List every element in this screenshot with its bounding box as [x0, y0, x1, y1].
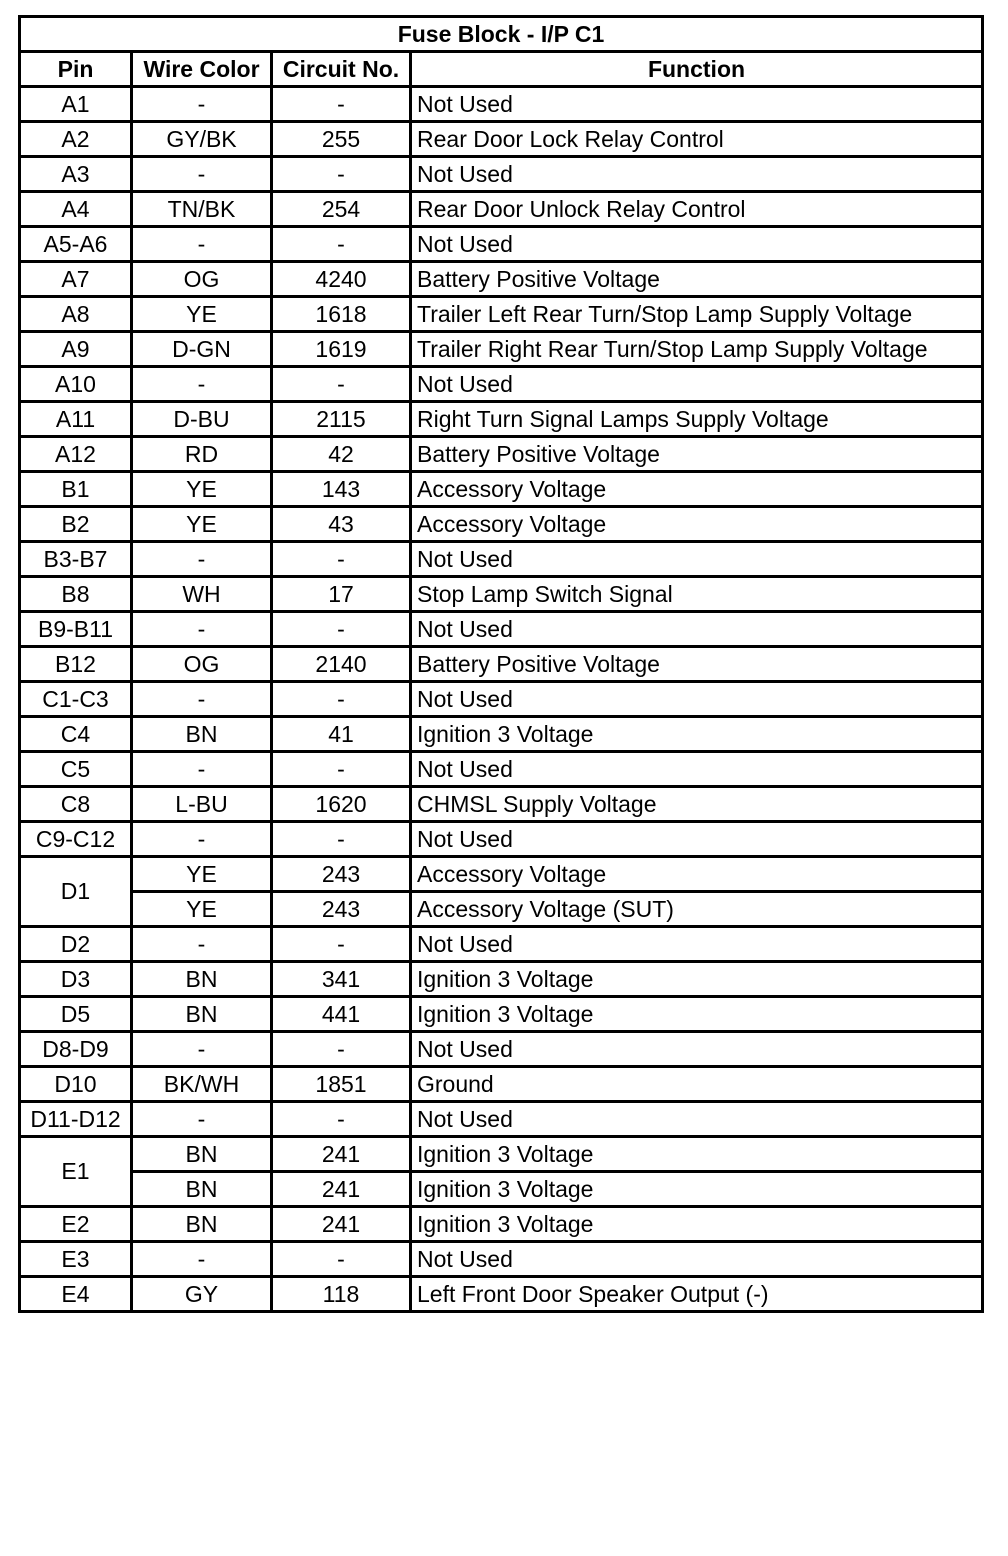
circuit-number-cell: -	[272, 157, 411, 192]
wire-color-cell: RD	[132, 437, 272, 472]
function-cell: Not Used	[411, 227, 983, 262]
circuit-number-cell: 143	[272, 472, 411, 507]
function-cell: Left Front Door Speaker Output (-)	[411, 1277, 983, 1312]
circuit-number-cell: 1618	[272, 297, 411, 332]
pin-cell: A12	[20, 437, 132, 472]
function-cell: Trailer Left Rear Turn/Stop Lamp Supply Voltage	[411, 297, 983, 332]
circuit-number-cell: -	[272, 927, 411, 962]
pin-cell: E3	[20, 1242, 132, 1277]
pin-cell: B1	[20, 472, 132, 507]
table-row	[20, 892, 983, 927]
wire-color-cell: -	[132, 927, 272, 962]
function-cell: Not Used	[411, 87, 983, 122]
wire-color-cell: BN	[132, 1207, 272, 1242]
wire-color-cell: YE	[132, 297, 272, 332]
wire-color-cell: GY	[132, 1277, 272, 1312]
pin-cell: D8-D9	[20, 1032, 132, 1067]
wire-color-cell: -	[132, 752, 272, 787]
table-row	[20, 717, 983, 752]
circuit-number-cell: 254	[272, 192, 411, 227]
pin-cell: A1	[20, 87, 132, 122]
table-row	[20, 787, 983, 822]
pin-cell: C8	[20, 787, 132, 822]
function-cell: Not Used	[411, 1032, 983, 1067]
table-row	[20, 997, 983, 1032]
function-cell: Battery Positive Voltage	[411, 437, 983, 472]
pin-cell: E1	[20, 1137, 132, 1207]
function-cell: Ignition 3 Voltage	[411, 1137, 983, 1172]
circuit-number-cell: -	[272, 1102, 411, 1137]
function-cell: Ignition 3 Voltage	[411, 997, 983, 1032]
pin-cell: D1	[20, 857, 132, 927]
wire-color-cell: BN	[132, 962, 272, 997]
table-row	[20, 1277, 983, 1312]
table-row	[20, 752, 983, 787]
circuit-number-cell: 241	[272, 1137, 411, 1172]
pin-cell: A8	[20, 297, 132, 332]
function-cell: Trailer Right Rear Turn/Stop Lamp Supply Voltage	[411, 332, 983, 367]
wire-color-cell: YE	[132, 857, 272, 892]
wire-color-cell: -	[132, 612, 272, 647]
function-cell: Battery Positive Voltage	[411, 647, 983, 682]
wire-color-cell: -	[132, 1032, 272, 1067]
table-row	[20, 1067, 983, 1102]
wire-color-cell: YE	[132, 507, 272, 542]
pin-cell: B9-B11	[20, 612, 132, 647]
circuit-number-cell: -	[272, 752, 411, 787]
function-cell: Not Used	[411, 682, 983, 717]
function-cell: Ignition 3 Voltage	[411, 1207, 983, 1242]
wire-color-cell: YE	[132, 472, 272, 507]
wire-color-cell: D-GN	[132, 332, 272, 367]
pin-cell: D3	[20, 962, 132, 997]
table-row	[20, 402, 983, 437]
circuit-number-cell: -	[272, 612, 411, 647]
table-row	[20, 87, 983, 122]
function-cell: Ground	[411, 1067, 983, 1102]
pin-cell: C9-C12	[20, 822, 132, 857]
table-row	[20, 857, 983, 892]
circuit-number-cell: 1619	[272, 332, 411, 367]
wire-color-cell: OG	[132, 262, 272, 297]
pin-cell: B8	[20, 577, 132, 612]
function-cell: Rear Door Lock Relay Control	[411, 122, 983, 157]
circuit-number-cell: 43	[272, 507, 411, 542]
pin-cell: C5	[20, 752, 132, 787]
circuit-number-cell: 4240	[272, 262, 411, 297]
table-row	[20, 227, 983, 262]
table-row	[20, 1242, 983, 1277]
pin-cell: A3	[20, 157, 132, 192]
circuit-number-cell: -	[272, 87, 411, 122]
function-cell: Accessory Voltage (SUT)	[411, 892, 983, 927]
pin-cell: B2	[20, 507, 132, 542]
circuit-number-cell: 241	[272, 1172, 411, 1207]
table-row	[20, 542, 983, 577]
wire-color-cell: -	[132, 682, 272, 717]
function-cell: CHMSL Supply Voltage	[411, 787, 983, 822]
wire-color-cell: BN	[132, 717, 272, 752]
table-body	[20, 87, 983, 1312]
function-column-header: Function	[411, 52, 983, 87]
wire-color-cell: -	[132, 87, 272, 122]
table-title: Fuse Block - I/P C1	[20, 17, 983, 52]
wire-color-cell: BN	[132, 997, 272, 1032]
wire-color-cell: -	[132, 542, 272, 577]
table-row	[20, 682, 983, 717]
pin-cell: E2	[20, 1207, 132, 1242]
wire-color-cell: -	[132, 227, 272, 262]
table-row	[20, 1137, 983, 1172]
circuit-number-cell: 243	[272, 857, 411, 892]
wire-color-cell: BK/WH	[132, 1067, 272, 1102]
table-row	[20, 927, 983, 962]
table-row	[20, 1172, 983, 1207]
pin-cell: A9	[20, 332, 132, 367]
pin-cell: A7	[20, 262, 132, 297]
table-row	[20, 1207, 983, 1242]
pin-cell: A11	[20, 402, 132, 437]
table-row	[20, 332, 983, 367]
circuit-number-cell: -	[272, 1032, 411, 1067]
wire-color-cell: TN/BK	[132, 192, 272, 227]
table-row	[20, 192, 983, 227]
function-cell: Accessory Voltage	[411, 857, 983, 892]
wire-color-cell: -	[132, 157, 272, 192]
wire-color-cell: WH	[132, 577, 272, 612]
function-cell: Not Used	[411, 157, 983, 192]
function-cell: Not Used	[411, 752, 983, 787]
table-row	[20, 1032, 983, 1067]
table-row	[20, 262, 983, 297]
function-cell: Not Used	[411, 1102, 983, 1137]
function-cell: Not Used	[411, 542, 983, 577]
pin-column-header: Pin	[20, 52, 132, 87]
function-cell: Rear Door Unlock Relay Control	[411, 192, 983, 227]
wire-color-cell: GY/BK	[132, 122, 272, 157]
pin-cell: A2	[20, 122, 132, 157]
circuit-number-cell: -	[272, 682, 411, 717]
pin-cell: C1-C3	[20, 682, 132, 717]
function-cell: Not Used	[411, 822, 983, 857]
function-cell: Not Used	[411, 1242, 983, 1277]
circuit-number-cell: -	[272, 822, 411, 857]
circuit-number-cell: -	[272, 542, 411, 577]
wire-color-cell: YE	[132, 892, 272, 927]
fuse-block-table	[18, 15, 984, 1313]
function-cell: Ignition 3 Voltage	[411, 962, 983, 997]
table-row	[20, 962, 983, 997]
pin-cell: A10	[20, 367, 132, 402]
wire-color-cell: BN	[132, 1137, 272, 1172]
function-cell: Accessory Voltage	[411, 507, 983, 542]
pin-cell: E4	[20, 1277, 132, 1312]
function-cell: Not Used	[411, 612, 983, 647]
circuit-number-cell: 1620	[272, 787, 411, 822]
wire-color-cell: OG	[132, 647, 272, 682]
header-row	[20, 52, 983, 87]
circuit-number-cell: 17	[272, 577, 411, 612]
table-row	[20, 647, 983, 682]
pin-cell: C4	[20, 717, 132, 752]
function-cell: Not Used	[411, 367, 983, 402]
function-cell: Not Used	[411, 927, 983, 962]
function-cell: Accessory Voltage	[411, 472, 983, 507]
wire-color-cell: -	[132, 1242, 272, 1277]
circuit-column-header: Circuit No.	[272, 52, 411, 87]
pin-cell: B12	[20, 647, 132, 682]
pin-cell: D2	[20, 927, 132, 962]
circuit-number-cell: 243	[272, 892, 411, 927]
function-cell: Battery Positive Voltage	[411, 262, 983, 297]
table-row	[20, 122, 983, 157]
function-cell: Stop Lamp Switch Signal	[411, 577, 983, 612]
circuit-number-cell: 241	[272, 1207, 411, 1242]
wire-color-cell: -	[132, 1102, 272, 1137]
circuit-number-cell: 2140	[272, 647, 411, 682]
function-cell: Ignition 3 Voltage	[411, 717, 983, 752]
pin-cell: D11-D12	[20, 1102, 132, 1137]
circuit-number-cell: 1851	[272, 1067, 411, 1102]
table-row	[20, 822, 983, 857]
circuit-number-cell: 2115	[272, 402, 411, 437]
circuit-number-cell: 42	[272, 437, 411, 472]
function-cell: Ignition 3 Voltage	[411, 1172, 983, 1207]
circuit-number-cell: -	[272, 367, 411, 402]
wire-color-cell: L-BU	[132, 787, 272, 822]
wire-color-cell: -	[132, 822, 272, 857]
table-row	[20, 577, 983, 612]
table-row	[20, 472, 983, 507]
function-cell: Right Turn Signal Lamps Supply Voltage	[411, 402, 983, 437]
circuit-number-cell: 341	[272, 962, 411, 997]
table-row	[20, 612, 983, 647]
pin-cell: B3-B7	[20, 542, 132, 577]
pin-cell: D10	[20, 1067, 132, 1102]
table-row	[20, 157, 983, 192]
circuit-number-cell: 41	[272, 717, 411, 752]
table-row	[20, 297, 983, 332]
circuit-number-cell: -	[272, 227, 411, 262]
pin-cell: A5-A6	[20, 227, 132, 262]
wire-color-cell: -	[132, 367, 272, 402]
wire-color-column-header: Wire Color	[132, 52, 272, 87]
table-row	[20, 507, 983, 542]
circuit-number-cell: 118	[272, 1277, 411, 1312]
circuit-number-cell: -	[272, 1242, 411, 1277]
circuit-number-cell: 441	[272, 997, 411, 1032]
table-row	[20, 437, 983, 472]
title-row	[20, 17, 983, 52]
table-row	[20, 1102, 983, 1137]
pin-cell: A4	[20, 192, 132, 227]
wire-color-cell: BN	[132, 1172, 272, 1207]
wire-color-cell: D-BU	[132, 402, 272, 437]
circuit-number-cell: 255	[272, 122, 411, 157]
pin-cell: D5	[20, 997, 132, 1032]
table-row	[20, 367, 983, 402]
